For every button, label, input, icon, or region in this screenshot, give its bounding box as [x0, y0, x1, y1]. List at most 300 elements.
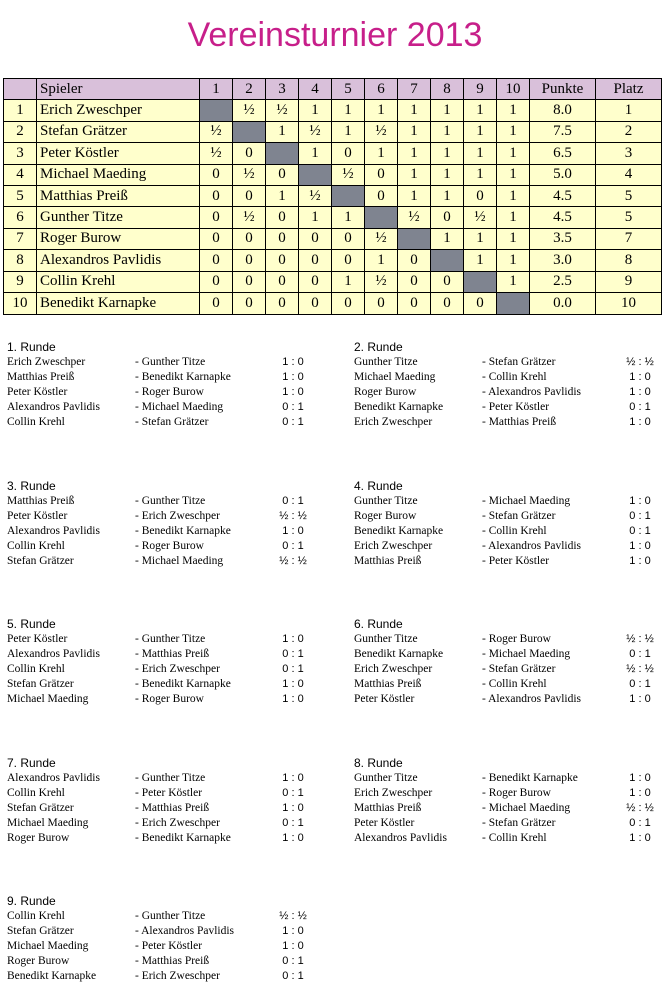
result-cell: ½ [266, 100, 299, 121]
crosstable-row [4, 143, 662, 164]
black-player: - Roger Burow [482, 786, 551, 799]
player-number: 2 [4, 121, 37, 142]
game-row [7, 415, 327, 430]
player-points: 8.0 [530, 100, 596, 121]
white-player: Peter Köstler [354, 816, 415, 829]
player-points: 7.5 [530, 121, 596, 142]
player-number: 1 [4, 100, 37, 121]
game-result: 1 : 0 [282, 386, 304, 398]
black-player: - Gunther Titze [135, 494, 206, 507]
black-player: - Gunther Titze [135, 356, 206, 368]
result-cell: 0 [365, 164, 398, 185]
result-cell: 0 [299, 271, 332, 292]
player-place: 9 [596, 271, 662, 292]
white-player: Erich Zweschper [354, 663, 433, 675]
game-result: 1 : 0 [629, 771, 651, 784]
self-cell [299, 164, 332, 185]
header-col-1: 1 [200, 79, 233, 100]
game-result: 1 : 0 [629, 386, 651, 398]
game-result: 0 : 1 [629, 509, 651, 522]
game-row [7, 524, 327, 539]
white-player: Roger Burow [354, 386, 417, 398]
game-row [7, 831, 327, 846]
result-cell: 1 [398, 100, 431, 121]
player-place: 5 [596, 207, 662, 228]
white-player: Stefan Grätzer [7, 925, 74, 937]
white-player: Gunther Titze [354, 771, 418, 784]
self-cell [200, 100, 233, 121]
result-cell: 0 [200, 207, 233, 228]
player-place: 1 [596, 100, 662, 121]
black-player: - Matthias Preiß [135, 648, 210, 660]
black-player: - Erich Zweschper [135, 663, 220, 675]
result-cell: ½ [233, 207, 266, 228]
white-player: Peter Köstler [7, 633, 68, 645]
result-cell: 0 [266, 271, 299, 292]
round-title: 9. Runde [7, 894, 56, 908]
game-result: 0 : 1 [282, 786, 304, 799]
player-points: 6.5 [530, 143, 596, 164]
game-result: 0 : 1 [282, 401, 304, 413]
round-block [7, 340, 327, 430]
white-player: Alexandros Pavlidis [7, 524, 100, 537]
result-cell: 0 [431, 292, 464, 314]
result-cell: 1 [365, 100, 398, 121]
self-cell [464, 271, 497, 292]
white-player: Stefan Grätzer [7, 554, 74, 567]
white-player: Peter Köstler [7, 509, 68, 522]
game-row [354, 816, 670, 831]
black-player: - Peter Köstler [135, 940, 203, 952]
game-result: 0 : 1 [282, 539, 304, 552]
game-result: ½ : ½ [626, 633, 654, 645]
black-player: - Roger Burow [135, 539, 204, 552]
player-place: 10 [596, 292, 662, 314]
result-cell: 1 [398, 185, 431, 206]
result-cell: 1 [464, 143, 497, 164]
game-result: 1 : 0 [282, 371, 304, 383]
game-result: 1 : 0 [629, 416, 651, 428]
header-points: Punkte [530, 79, 596, 100]
result-cell: 1 [431, 121, 464, 142]
header-col-4: 4 [299, 79, 332, 100]
player-place: 2 [596, 121, 662, 142]
self-cell [365, 207, 398, 228]
result-cell: 0 [464, 185, 497, 206]
result-cell: 1 [497, 185, 530, 206]
result-cell: 0 [431, 271, 464, 292]
game-row [7, 400, 327, 415]
game-result: 0 : 1 [282, 494, 304, 507]
black-player: - Matthias Preiß [135, 955, 210, 967]
game-row [354, 662, 670, 677]
result-cell: 0 [200, 164, 233, 185]
game-row [354, 524, 670, 539]
result-cell: 1 [497, 250, 530, 271]
result-cell: 0 [200, 292, 233, 314]
game-row [7, 909, 327, 924]
player-name: Stefan Grätzer [37, 121, 200, 142]
game-row [354, 509, 670, 524]
game-row [354, 771, 670, 786]
result-cell: 1 [464, 100, 497, 121]
game-result: 1 : 0 [629, 494, 651, 507]
black-player: - Benedikt Karnapke [135, 678, 231, 690]
player-number: 9 [4, 271, 37, 292]
round-block [7, 894, 327, 984]
game-result: ½ : ½ [279, 554, 307, 567]
result-cell: 1 [266, 121, 299, 142]
header-col-10: 10 [497, 79, 530, 100]
result-cell: 1 [398, 143, 431, 164]
black-player: - Stefan Grätzer [482, 663, 556, 675]
header-col-9: 9 [464, 79, 497, 100]
header-col-6: 6 [365, 79, 398, 100]
game-row [7, 771, 327, 786]
white-player: Michael Maeding [354, 371, 436, 383]
black-player: - Roger Burow [135, 386, 204, 398]
round-block [7, 617, 327, 707]
result-cell: ½ [233, 100, 266, 121]
result-cell: ½ [200, 121, 233, 142]
result-cell: 0 [398, 271, 431, 292]
white-player: Gunther Titze [354, 633, 418, 645]
black-player: - Stefan Grätzer [482, 356, 556, 368]
result-cell: 0 [266, 292, 299, 314]
game-row [7, 370, 327, 385]
player-points: 4.5 [530, 185, 596, 206]
player-points: 0.0 [530, 292, 596, 314]
game-result: 0 : 1 [629, 524, 651, 537]
player-name: Alexandros Pavlidis [37, 250, 200, 271]
page-title: Vereinsturnier 2013 [187, 16, 483, 54]
white-player: Collin Krehl [7, 416, 65, 428]
result-cell: 0 [266, 207, 299, 228]
black-player: - Stefan Grätzer [482, 509, 556, 522]
result-cell: 1 [332, 207, 365, 228]
round-title: 5. Runde [7, 617, 56, 631]
white-player: Gunther Titze [354, 494, 418, 507]
result-cell: 0 [266, 250, 299, 271]
header-col-5: 5 [332, 79, 365, 100]
result-cell: 0 [200, 228, 233, 249]
game-row [354, 415, 670, 430]
game-row [7, 786, 327, 801]
header-col-8: 8 [431, 79, 464, 100]
result-cell: 1 [431, 228, 464, 249]
player-name: Gunther Titze [37, 207, 200, 228]
result-cell: 0 [200, 250, 233, 271]
player-points: 3.5 [530, 228, 596, 249]
player-name: Peter Köstler [37, 143, 200, 164]
white-player: Matthias Preiß [354, 801, 422, 814]
game-row [354, 370, 670, 385]
round-block [7, 756, 327, 846]
result-cell: 1 [332, 100, 365, 121]
crosstable-row [4, 207, 662, 228]
self-cell [398, 228, 431, 249]
black-player: - Gunther Titze [135, 910, 206, 922]
game-row [354, 355, 670, 370]
game-result: 0 : 1 [282, 970, 304, 982]
black-player: - Stefan Grätzer [135, 416, 209, 428]
game-row [7, 494, 327, 509]
result-cell: ½ [233, 164, 266, 185]
result-cell: ½ [299, 185, 332, 206]
player-name: Roger Burow [37, 228, 200, 249]
white-player: Alexandros Pavlidis [7, 401, 100, 413]
black-player: - Gunther Titze [135, 633, 206, 645]
black-player: - Michael Maeding [482, 801, 571, 814]
white-player: Michael Maeding [7, 940, 89, 952]
crosstable-row [4, 185, 662, 206]
black-player: - Collin Krehl [482, 831, 547, 844]
crosstable-row [4, 250, 662, 271]
game-result: 0 : 1 [629, 648, 651, 660]
white-player: Erich Zweschper [7, 356, 86, 368]
game-result: 1 : 0 [629, 693, 651, 705]
result-cell: 1 [332, 271, 365, 292]
white-player: Erich Zweschper [354, 416, 433, 428]
round-block [354, 617, 670, 707]
result-cell: 1 [398, 121, 431, 142]
game-row [7, 954, 327, 969]
white-player: Erich Zweschper [354, 539, 433, 552]
game-row [354, 692, 670, 707]
result-cell: ½ [365, 271, 398, 292]
game-result: ½ : ½ [626, 663, 654, 675]
result-cell: 0 [266, 164, 299, 185]
player-number: 3 [4, 143, 37, 164]
player-points: 5.0 [530, 164, 596, 185]
result-cell: 1 [299, 143, 332, 164]
game-row [354, 400, 670, 415]
game-row [7, 355, 327, 370]
round-title: 3. Runde [7, 478, 56, 493]
self-cell [266, 143, 299, 164]
result-cell: 1 [431, 100, 464, 121]
result-cell: 0 [200, 185, 233, 206]
game-result: 0 : 1 [282, 648, 304, 660]
round-title: 6. Runde [354, 617, 403, 631]
game-result: ½ : ½ [279, 509, 307, 522]
player-points: 2.5 [530, 271, 596, 292]
result-cell: 0 [233, 228, 266, 249]
white-player: Michael Maeding [7, 693, 89, 705]
black-player: - Michael Maeding [482, 648, 571, 660]
white-player: Matthias Preiß [354, 554, 422, 567]
game-result: 1 : 0 [629, 539, 651, 552]
game-row [354, 539, 670, 554]
result-cell: ½ [398, 207, 431, 228]
game-result: 0 : 1 [629, 678, 651, 690]
result-cell: 0 [332, 143, 365, 164]
result-cell: 0 [365, 292, 398, 314]
result-cell: 1 [497, 164, 530, 185]
player-points: 4.5 [530, 207, 596, 228]
black-player: - Roger Burow [482, 633, 551, 645]
game-row [7, 539, 327, 554]
player-name: Collin Krehl [37, 271, 200, 292]
header-player: Spieler [37, 79, 200, 100]
game-row [354, 554, 670, 569]
result-cell: 1 [431, 143, 464, 164]
result-cell: 1 [464, 121, 497, 142]
game-row [7, 554, 327, 569]
white-player: Alexandros Pavlidis [354, 831, 447, 844]
player-place: 3 [596, 143, 662, 164]
black-player: - Benedikt Karnapke [135, 524, 231, 537]
game-row [354, 786, 670, 801]
white-player: Benedikt Karnapke [354, 648, 444, 660]
game-result: 1 : 0 [282, 524, 304, 537]
game-result: 1 : 0 [282, 925, 304, 937]
white-player: Erich Zweschper [354, 786, 433, 799]
white-player: Collin Krehl [7, 539, 65, 552]
black-player: - Erich Zweschper [135, 970, 220, 982]
game-result: 1 : 0 [629, 831, 651, 844]
game-result: ½ : ½ [626, 801, 654, 814]
game-row [7, 385, 327, 400]
game-row [7, 677, 327, 692]
result-cell: 0 [233, 143, 266, 164]
game-result: 1 : 0 [282, 693, 304, 705]
game-row [354, 677, 670, 692]
black-player: - Benedikt Karnapke [135, 371, 231, 383]
self-cell [332, 185, 365, 206]
result-cell: 0 [398, 292, 431, 314]
crosstable-row [4, 228, 662, 249]
game-row [354, 385, 670, 400]
player-place: 8 [596, 250, 662, 271]
player-name: Michael Maeding [37, 164, 200, 185]
game-result: 1 : 0 [282, 940, 304, 952]
result-cell: ½ [299, 121, 332, 142]
white-player: Gunther Titze [354, 356, 418, 368]
white-player: Alexandros Pavlidis [7, 771, 100, 784]
black-player: - Benedikt Karnapke [135, 831, 231, 844]
white-player: Collin Krehl [7, 663, 65, 675]
black-player: - Michael Maeding [482, 494, 571, 507]
game-row [7, 662, 327, 677]
result-cell: 0 [398, 250, 431, 271]
result-cell: 1 [266, 185, 299, 206]
result-cell: 0 [299, 292, 332, 314]
white-player: Benedikt Karnapke [354, 524, 444, 537]
game-row [354, 632, 670, 647]
result-cell: 1 [464, 250, 497, 271]
game-row [7, 632, 327, 647]
result-cell: 0 [464, 292, 497, 314]
round-title: 8. Runde [354, 755, 403, 770]
black-player: - Collin Krehl [482, 678, 547, 690]
result-cell: 0 [332, 228, 365, 249]
result-cell: ½ [332, 164, 365, 185]
result-cell: 0 [266, 228, 299, 249]
header-col-2: 2 [233, 79, 266, 100]
black-player: - Michael Maeding [135, 401, 224, 413]
result-cell: 0 [431, 207, 464, 228]
black-player: - Benedikt Karnapke [482, 771, 578, 784]
result-cell: 1 [299, 100, 332, 121]
result-cell: ½ [365, 228, 398, 249]
round-title: 1. Runde [7, 340, 56, 354]
player-points: 3.0 [530, 250, 596, 271]
result-cell: 1 [497, 228, 530, 249]
header-place: Platz [596, 79, 662, 100]
result-cell: 1 [464, 164, 497, 185]
player-name: Benedikt Karnapke [37, 292, 200, 314]
white-player: Roger Burow [7, 955, 70, 967]
white-player: Roger Burow [7, 831, 70, 844]
round-block [7, 479, 327, 569]
result-cell: 1 [497, 100, 530, 121]
result-cell: ½ [200, 143, 233, 164]
black-player: - Alexandros Pavlidis [482, 386, 582, 398]
result-cell: 0 [299, 228, 332, 249]
result-cell: 1 [497, 207, 530, 228]
player-number: 6 [4, 207, 37, 228]
game-result: 0 : 1 [282, 416, 304, 428]
black-player: - Gunther Titze [135, 771, 206, 784]
white-player: Matthias Preiß [354, 678, 422, 690]
game-row [7, 816, 327, 831]
player-name: Erich Zweschper [37, 100, 200, 121]
round-title: 7. Runde [7, 755, 56, 770]
black-player: - Erich Zweschper [135, 816, 220, 829]
result-cell: ½ [365, 121, 398, 142]
game-result: 0 : 1 [282, 663, 304, 675]
result-cell: ½ [464, 207, 497, 228]
game-result: 1 : 0 [282, 356, 304, 368]
game-result: 1 : 0 [282, 801, 304, 814]
white-player: Collin Krehl [7, 786, 65, 799]
player-number: 10 [4, 292, 37, 314]
crosstable-body [4, 100, 662, 315]
game-row [354, 647, 670, 662]
game-result: 0 : 1 [629, 816, 651, 829]
black-player: - Collin Krehl [482, 524, 547, 537]
white-player: Benedikt Karnapke [354, 401, 444, 413]
black-player: - Peter Köstler [135, 786, 203, 799]
result-cell: 0 [332, 292, 365, 314]
game-row [7, 924, 327, 939]
game-result: 0 : 1 [282, 816, 304, 829]
game-result: ½ : ½ [626, 356, 654, 368]
result-cell: 1 [431, 164, 464, 185]
white-player: Michael Maeding [7, 816, 89, 829]
player-number: 4 [4, 164, 37, 185]
black-player: - Alexandros Pavlidis [482, 693, 582, 705]
game-row [7, 939, 327, 954]
black-player: - Collin Krehl [482, 371, 547, 383]
game-row [7, 801, 327, 816]
result-cell: 0 [233, 185, 266, 206]
player-number: 8 [4, 250, 37, 271]
game-result: 1 : 0 [282, 831, 304, 844]
black-player: - Matthias Preiß [482, 416, 557, 428]
game-row [7, 692, 327, 707]
result-cell: 1 [365, 250, 398, 271]
round-block [354, 340, 670, 430]
game-result: 0 : 1 [629, 401, 651, 413]
white-player: Matthias Preiß [7, 494, 75, 507]
black-player: - Roger Burow [135, 693, 204, 705]
game-row [354, 801, 670, 816]
black-player: - Michael Maeding [135, 554, 224, 567]
result-cell: 0 [299, 250, 332, 271]
result-cell: 1 [497, 271, 530, 292]
